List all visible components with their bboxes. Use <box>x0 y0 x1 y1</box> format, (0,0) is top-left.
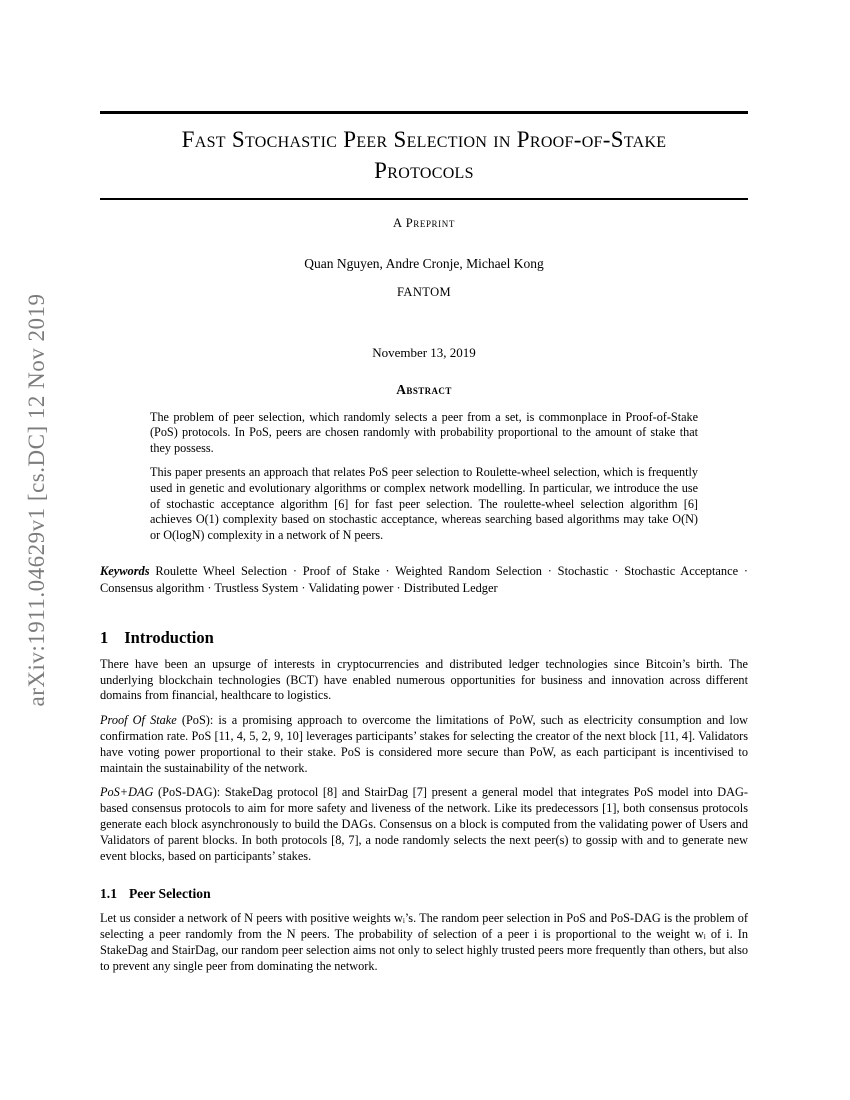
top-rule <box>100 111 748 114</box>
paper-title: Fast Stochastic Peer Selection in Proof-of-Stake Protocols <box>181 127 667 183</box>
preprint-label: A Preprint <box>393 215 455 230</box>
arxiv-watermark: arXiv:1911.04629v1 [cs.DC] 12 Nov 2019 <box>24 293 49 707</box>
keywords-label: Keywords <box>100 564 150 579</box>
abstract-heading: Abstract <box>396 381 452 397</box>
abstract-body <box>150 410 698 544</box>
paragraph-lead: PoS+DAG <box>100 785 154 800</box>
peer-selection-paragraph-1: Let us consider a network of N peers with positive weights wᵢ’s. The random peer selection in PoS and PoS-DAG is the problem of selecting a peer randomly from the N peers. The probability of selection of a peer i is proportional to the weight wᵢ of i. In StakeDag and StairDag, our random peer selection aims not only to select highly trusted peers more frequently than others, but also to prevent any single peer from dominating the network. <box>100 911 748 973</box>
affiliation: FANTOM <box>396 284 452 299</box>
subsection-number: 1.1 <box>100 886 117 902</box>
paragraph-rest: (PoS-DAG): StakeDag protocol [8] and StairDag [7] present a general model that integrates PoS model into DAG-based consensus protocols to aim for more safety and liveness of the network. Like its predecessors [1], both consensus protocols generate each block asynchronously to build the DAGs. Consensus on a block is computed from the validating power of Users and Validators of parent blocks. In both protocols [8, 7], a node randomly selects the next peer(s) to gossip with and to generate new event blocks, based on participants’ stakes. <box>100 785 748 863</box>
paper-content <box>100 0 748 975</box>
keywords-text: Roulette Wheel Selection · Proof of Stake · Weighted Random Selection · Stochastic · Stochastic Acceptance · Consensus algorithm · Trustless System · Validating power · Distributed Ledger <box>100 564 748 595</box>
abstract-paragraph-2: This paper presents an approach that relates PoS peer selection to Roulette-wheel selection, which is frequently used in genetic and evolutionary algorithms or complex network modelling. In particular, we introduce the use of stochastic acceptance algorithm [6] for fast peer selection. The roulette-wheel selection algorithm [6] achieves O(1) complexity based on stochastic acceptance, whereas searching based algorithms may take O(N) or O(logN) complexity in a network of N peers. <box>150 465 698 542</box>
subsection-title: Peer Selection <box>129 886 211 902</box>
paragraph-rest: (PoS): is a promising approach to overcome the limitations of PoW, such as electricity consumption and low confirmation rate. PoS [11, 4, 5, 2, 9, 10] leverages participants’ stakes for selecting the creator of the next block [11, 4]. Validators have voting power proportional to their stake. PoS is considered more secure than PoW, as each participant is incentivised to maintain the sustainability of the network. <box>100 713 748 775</box>
section-heading-introduction <box>100 628 748 648</box>
date-line: November 13, 2019 <box>372 344 476 360</box>
section-title: Introduction <box>124 627 214 647</box>
abstract-paragraph-1: The problem of peer selection, which randomly selects a peer from a set, is commonplace in Proof-of-Stake (PoS) protocols. In PoS, peers are chosen randomly with probability proportional to the amount of stake that they possess. <box>150 409 698 455</box>
title-rule <box>100 198 748 200</box>
section-number: 1 <box>100 627 109 647</box>
intro-paragraph-1: There have been an upsurge of interests in cryptocurrencies and distributed ledger technologies since Bitcoin’s birth. The underlying blockchain technologies (BCT) have enabled numerous opportunities for business and innovation across different domains from financial, healthcare to logistics. <box>100 656 748 703</box>
paragraph-lead: Proof Of Stake <box>100 713 177 728</box>
authors-line: Quan Nguyen, Andre Cronje, Michael Kong <box>304 255 544 271</box>
subsection-heading-peer-selection <box>100 886 748 902</box>
intro-paragraph-2 <box>100 713 748 776</box>
intro-paragraph-3 <box>100 785 748 864</box>
keywords-line <box>100 563 748 595</box>
